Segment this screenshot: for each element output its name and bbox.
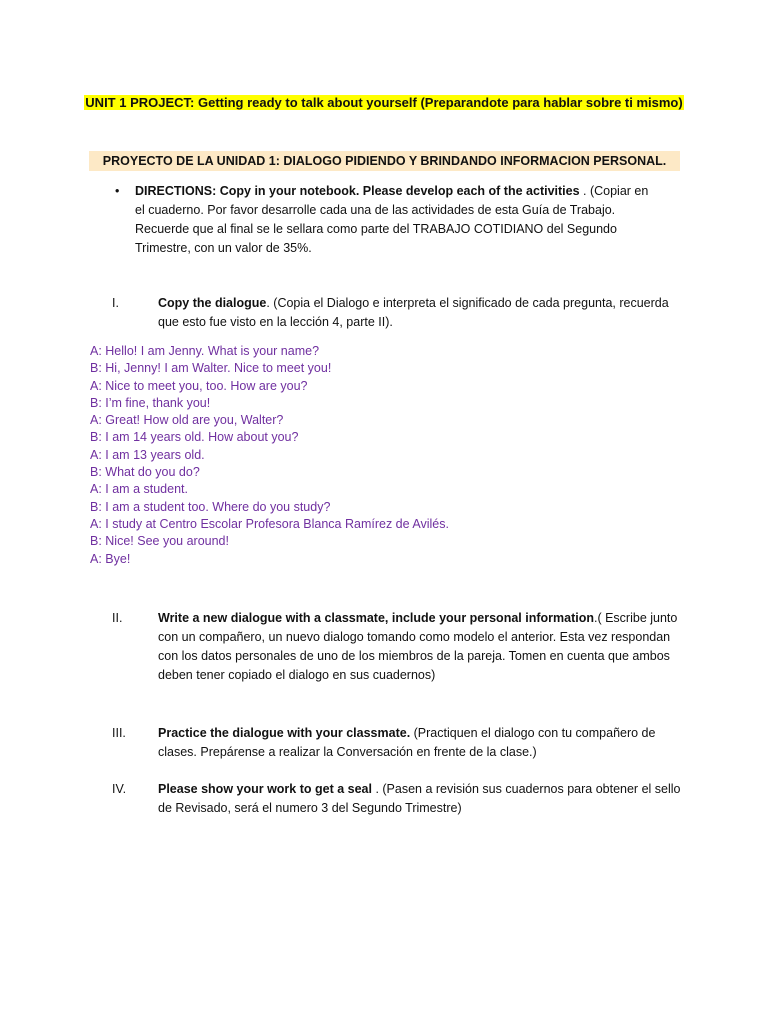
- directions-label: DIRECTIONS: Copy in your notebook. Please develop each of the activities: [135, 184, 580, 198]
- dialogue-line: B: I am 14 years old. How about you?: [90, 430, 299, 445]
- section-label: Please show your work to get a seal: [158, 782, 372, 796]
- section-number: II.: [112, 611, 123, 625]
- section-3: [112, 724, 682, 762]
- directions-body: . (Copiar en el cuaderno. Por favor desarrolle cada una de las actividades de esta Guía de Trabajo. Recuerde que al final se le sellara como parte del TRABAJO COTIDIANO del Segundo Trimestre, con un valor de 35%.: [135, 184, 649, 255]
- dialogue-line: B: What do you do?: [90, 465, 200, 480]
- dialogue-line: B: I’m fine, thank you!: [90, 395, 211, 410]
- dialogue-line: B: Hi, Jenny! I am Walter. Nice to meet you!: [90, 361, 332, 376]
- dialogue-line: A: I am a student.: [90, 482, 188, 497]
- dialogue-line: A: Hello! I am Jenny. What is your name?: [90, 344, 320, 358]
- dialogue-line: A: Nice to meet you, too. How are you?: [90, 378, 308, 393]
- dialogue-line: A: Great! How old are you, Walter?: [90, 413, 284, 428]
- dialogue-line: B: Nice! See you around!: [90, 534, 229, 549]
- bullet-icon: •: [115, 184, 120, 198]
- section-label: Write a new dialogue with a classmate, include your personal information: [158, 611, 594, 625]
- section-number: III.: [112, 726, 126, 740]
- dialogue-line: A: I am 13 years old.: [90, 447, 205, 462]
- page-title: [0, 94, 768, 111]
- section-text: .( Escribe junto con un compañero, un nuevo dialogo tomando como modelo el anterior. Esta vez respondan con los datos personales de uno de los miembros de la pareja. Tomen en cuenta que ambos deben tener copiado el dialogo en sus cuadernos): [158, 611, 678, 682]
- section-2: [112, 609, 682, 685]
- section-body: [158, 609, 682, 685]
- subtitle-banner: PROYECTO DE LA UNIDAD 1: DIALOGO PIDIENDO Y BRINDANDO INFORMACION PERSONAL.: [89, 151, 680, 171]
- section-body: [158, 780, 682, 818]
- page-title-text: UNIT 1 PROJECT: Getting ready to talk about yourself (Preparandote para hablar sobre ti mismo): [85, 95, 683, 110]
- section-number: I.: [112, 296, 119, 310]
- section-body: [158, 294, 682, 332]
- section-body: [158, 724, 682, 762]
- directions-text: [135, 182, 655, 258]
- dialogue-line: A: Bye!: [90, 551, 131, 566]
- dialogue-block: [90, 343, 610, 568]
- section-text: (Practiquen el dialogo con tu compañero de clases. Prepárense a realizar la Conversación en frente de la clase.): [158, 726, 656, 759]
- section-label: Practice the dialogue with your classmate.: [158, 726, 411, 740]
- dialogue-line: A: I study at Centro Escolar Profesora Blanca Ramírez de Avilés.: [90, 516, 449, 531]
- directions-block: [115, 182, 655, 258]
- section-text: . (Pasen a revisión sus cuadernos para obtener el sello de Revisado, será el numero 3 del Segundo Trimestre): [158, 782, 681, 815]
- section-number: IV.: [112, 782, 127, 796]
- section-1: [112, 294, 682, 332]
- section-text: . (Copia el Dialogo e interpreta el significado de cada pregunta, recuerda que esto fue visto en la lección 4, parte II).: [158, 296, 669, 329]
- section-4: [112, 780, 682, 818]
- dialogue-line: B: I am a student too. Where do you study?: [90, 499, 331, 514]
- section-label: Copy the dialogue: [158, 296, 267, 310]
